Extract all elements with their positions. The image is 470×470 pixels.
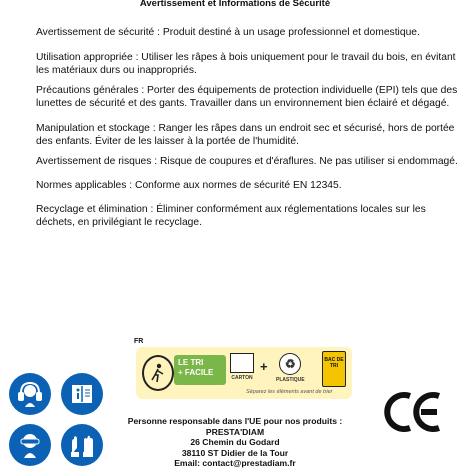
contact-email: Email: contact@prestadiam.fr bbox=[174, 458, 296, 469]
company-name: PRESTA'DIAM bbox=[205, 426, 265, 437]
sorting-note: Séparez les éléments avant de trier bbox=[246, 389, 333, 395]
section-risk-warning bbox=[36, 156, 466, 169]
tri-banner bbox=[174, 355, 226, 385]
bin-label: BAC DE TRI bbox=[324, 357, 344, 369]
section-text: Manipulation et stockage : Ranger les râpes dans un endroit sec et sécurisé, hors de portée des enfants. Éviter de les laisser à la portée de l'humidité. bbox=[36, 123, 455, 147]
section-applicable-standards bbox=[36, 180, 466, 193]
ear-protection-icon bbox=[9, 373, 51, 415]
plastique-item bbox=[276, 353, 305, 383]
document-title: Avertissement et Informations de Sécurité bbox=[139, 0, 331, 9]
section-recycling bbox=[36, 204, 466, 229]
address-line-1: 26 Chemin du Godard bbox=[190, 437, 280, 448]
triman-logo-icon bbox=[142, 355, 174, 391]
read-manual-icon bbox=[61, 373, 103, 415]
section-text: Recyclage et élimination : Éliminer conformément aux réglementations locales sur les déchets, en privilégiant le recyclage. bbox=[36, 204, 426, 228]
recycle-icon: ♻ bbox=[279, 353, 301, 375]
recycling-bin-icon bbox=[322, 351, 346, 387]
carton-icon bbox=[230, 353, 254, 373]
section-text: Normes applicables : Conforme aux normes de sécurité EN 12345. bbox=[36, 180, 342, 191]
address-line-2: 38110 ST Didier de la Tour bbox=[181, 447, 289, 458]
section-text: Utilisation appropriée : Utiliser les râpes à bois uniquement pour le travail du bois, en évitant les matériaux durs ou inappropriés. bbox=[36, 52, 456, 76]
responsible-heading: Personne responsable dans l'UE pour nos produits : bbox=[127, 416, 343, 426]
section-text: Précautions générales : Porter des équipements de protection individuelle (EPI) tels que des lunettes de sécurité et des gants. Travailler dans un environnement bien éclairé et dégagé. bbox=[36, 85, 458, 109]
triman-badge bbox=[136, 347, 352, 399]
country-label: FR bbox=[134, 338, 144, 345]
section-handling-storage bbox=[36, 123, 466, 148]
ce-mark-icon bbox=[383, 390, 443, 439]
tri-banner-line1: LE TRI bbox=[178, 358, 204, 367]
section-safety-warning bbox=[36, 27, 466, 40]
plastique-label: PLASTIQUE bbox=[276, 377, 305, 383]
section-text: Avertissement de sécurité : Produit destiné à un usage professionnel et domestique. bbox=[36, 27, 420, 38]
section-appropriate-use bbox=[36, 52, 466, 77]
carton-item bbox=[230, 353, 254, 381]
plus-sign: + bbox=[260, 359, 268, 374]
carton-label: CARTON bbox=[231, 375, 253, 381]
section-general-precautions bbox=[36, 85, 466, 110]
section-text: Avertissement de risques : Risque de coupures et d'éraflures. Ne pas utiliser si endommagé. bbox=[36, 156, 458, 167]
tri-banner-line2: + FACILE bbox=[178, 368, 214, 377]
